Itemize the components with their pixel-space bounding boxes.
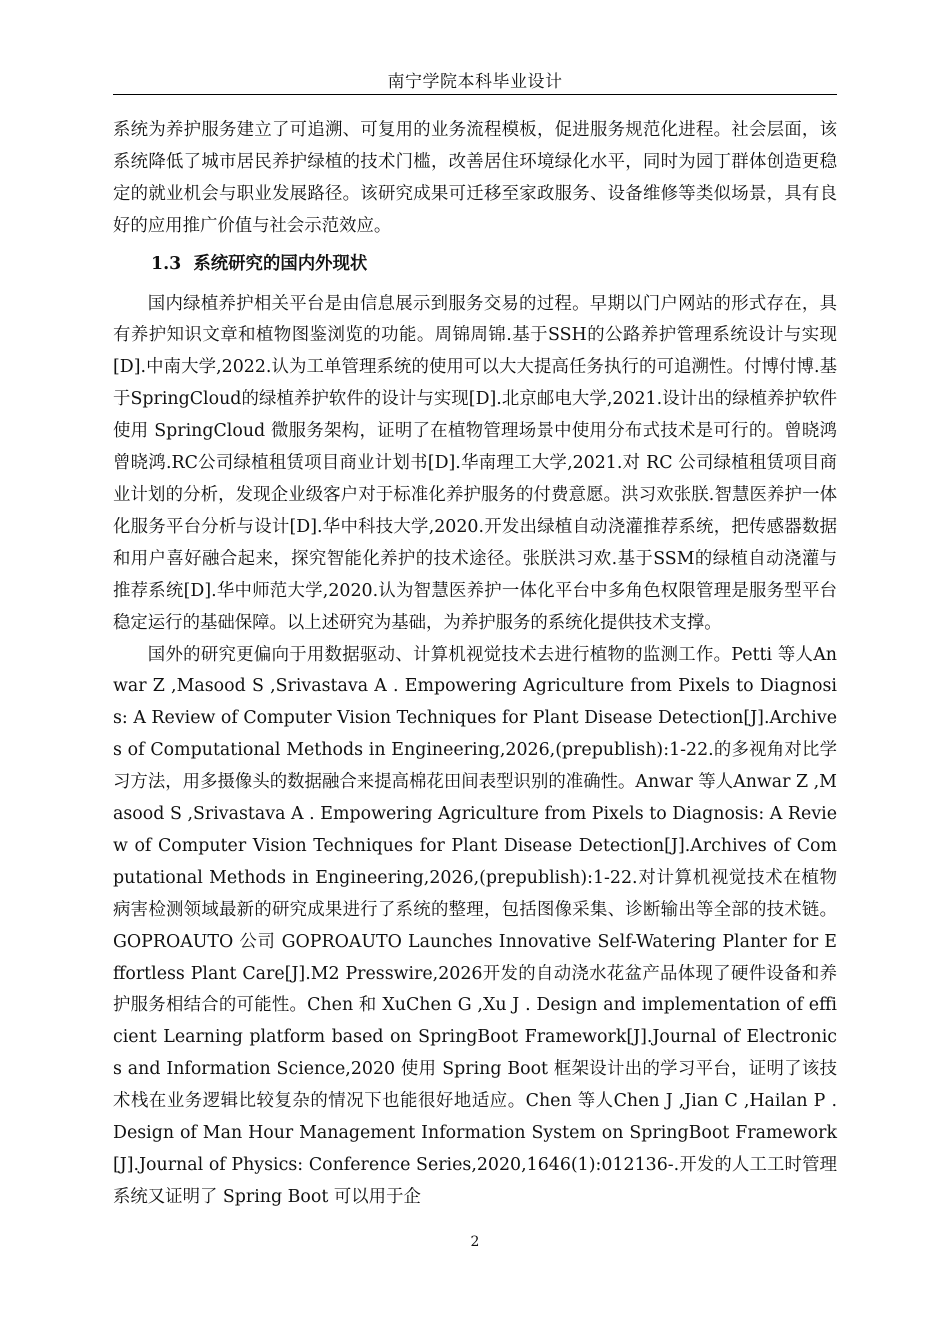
page-number: 2 bbox=[470, 1234, 480, 1250]
paragraph-continued: 系统为养护服务建立了可追溯、可复用的业务流程模板，促进服务规范化进程。社会层面，该系统降低了城市居民养护绿植的技术门槛，改善居住环境绿化水平，同时为园丁群体创造更稳定的就业机会与职业发展路径。该研究成果可迁移至家政服务、设备维修等类似场景，具有良好的应用推广价值与社会示范效应。 bbox=[113, 120, 837, 236]
paragraph-domestic-research: 国内绿植养护相关平台是由信息展示到服务交易的过程。早期以门户网站的形式存在，具有养护知识文章和植物图鉴浏览的功能。周锦周锦.基于SSH的公路养护管理系统设计与实现[D].中南大学,2022.认为工单管理系统的使用可以大大提高任务执行的可追溯性。付博付博.基于SpringCloud的绿植养护软件的设计与实现[D].北京邮电大学,2021.设计出的绿植养护软件使用 SpringCloud 微服务架构，证明了在植物管理场景中使用分布式技术是可行的。曾晓鸿曾晓鸿.RC公司绿植租赁项目商业计划书[D].华南理工大学,2021.对 RC 公司绿植租赁项目商业计划的分析，发现企业级客户对于标准化养护服务的付费意愿。洪习欢张朕.智慧医养护一体化服务平台分析与设计[D].华中科技大学,2020.开发出绿植自动浇灌推荐系统，把传感器数据和用户喜好融合起来，探究智能化养护的技术途径。张朕洪习欢.基于SSM的绿植自动浇灌与推荐系统[D].华中师范大学,2020.认为智慧医养护一体化平台中多角色权限管理是服务型平台稳定运行的基础保障。以上述研究为基础，为养护服务的系统化提供技术支撑。 bbox=[113, 293, 837, 633]
section-heading bbox=[113, 249, 837, 281]
document-body bbox=[113, 115, 837, 1214]
paragraph-foreign-research: 国外的研究更偏向于用数据驱动、计算机视觉技术去进行植物的监测工作。Petti 等人Anwar Z ,Masood S ,Srivastava A . Empowering Agriculture from Pixels to Diagnosis: A Review of Computer Vision Techniques for Plant Disease Detection[J].Archives of Computational Methods in Engineering,2026,(prepublish):1-22.的多视角对比学习方法，用多摄像头的数据融合来提高棉花田间表型识别的准确性。Anwar 等人Anwar Z ,Masood S ,Srivastava A . Empowering Agriculture from Pixels to Diagnosis: A Review of Computer Vision Techniques for Plant Disease Detection[J].Archives of Computational Methods in Engineering,2026,(prepublish):1-22.对计算机视觉技术在植物病害检测领域最新的研究成果进行了系统的整理，包括图像采集、诊断输出等全部的技术链。GOPROAUTO 公司 GOPROAUTO Launches Innovative Self-Watering Planter for Effortless Plant Care[J].M2 Presswire,2026开发的自动浇水花盆产品体现了硬件设备和养护服务相结合的可能性。Chen 和 XuChen G ,Xu J . Design and implementation of efficient Learning platform based on SpringBoot Framework[J].Journal of Electronics and Information Science,2020 使用 Spring Boot 框架设计出的学习平台，证明了该技术栈在业务逻辑比较复杂的情况下也能很好地适应。Chen 等人Chen J ,Jian C ,Hailan P . Design of Man Hour Management Information System on SpringBoot Framework[J].Journal of Physics: Conference Series,2020,1646(1):012136-.开发的人工工时管理系统又证明了 Spring Boot 可以用于企 bbox=[113, 644, 837, 1207]
page-header bbox=[113, 70, 837, 95]
section-title: 系统研究的国内外现状 bbox=[193, 253, 368, 274]
header-title: 南宁学院本科毕业设计 bbox=[387, 72, 563, 92]
section-number: 1.3 bbox=[151, 253, 182, 274]
